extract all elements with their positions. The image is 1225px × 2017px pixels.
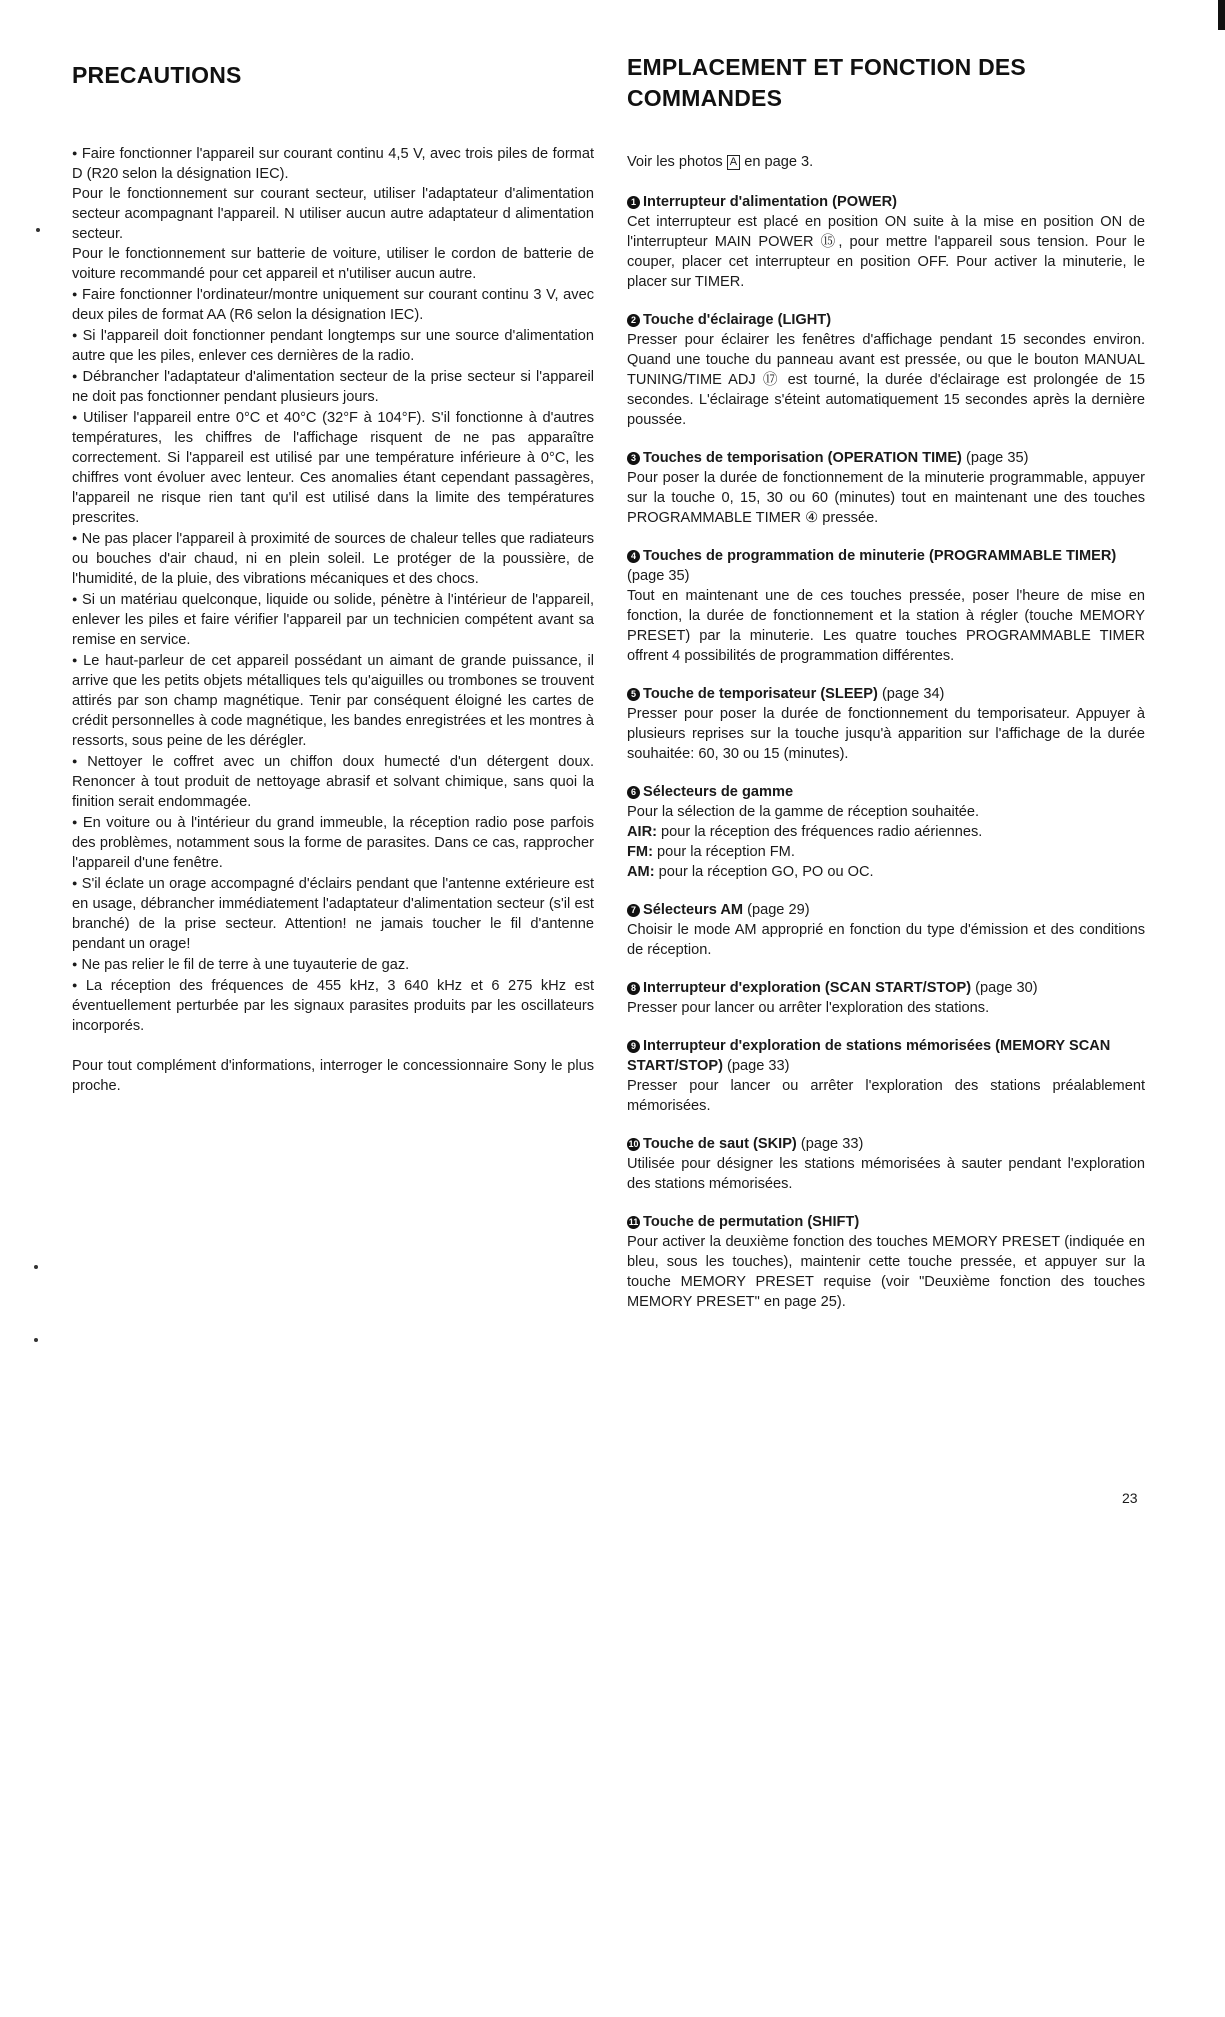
control-title-text: Touche de saut (SKIP)	[643, 1136, 797, 1152]
precautions-list	[72, 143, 594, 1036]
control-title	[627, 448, 1145, 468]
control-description: Choisir le mode AM approprié en fonction du type d'émission et des conditions de réception.	[627, 922, 1145, 958]
scan-edge-mark	[1218, 0, 1225, 30]
control-description: Tout en maintenant une de ces touches pressée, poser l'heure de mise en fonction, la durée de fonctionnement et la station à régler (touche MEMORY PRESET) par la minuterie. Les quatre touches PROGRAMMABLE TIMER offrent 4 possibilités de programmation différentes.	[627, 588, 1145, 664]
control-description: Pour poser la durée de fonctionnement de la minuterie programmable, appuyer sur la touche 0, 15, 30 ou 60 (minutes) tout en maintenant une des touches PROGRAMMABLE TIMER ④ pressée.	[627, 470, 1145, 526]
control-title-text: Touche de permutation (SHIFT)	[643, 1214, 860, 1230]
control-number-badge: 9	[627, 1040, 640, 1053]
control-number-badge: 8	[627, 982, 640, 995]
control-page-ref: (page 33)	[722, 1058, 790, 1074]
control-page-ref: (page 34)	[877, 686, 945, 702]
precaution-item: ● La réception des fréquences de 455 kHz, 3 640 kHz et 6 275 kHz est éventuellement perturbée par les signaux parasites produits par les oscillateurs incorporés.	[72, 975, 594, 1036]
control-description: Cet interrupteur est placé en position ON suite à la mise en position ON de l'interrupteur MAIN POWER ⑮, pour mettre l'appareil sous tension. Pour le couper, placer cet interrupteur en position OFF. Pour activer la minuterie, le placer sur TIMER.	[627, 214, 1145, 290]
control-number-badge: 11	[628, 1217, 639, 1227]
control-number-badge: 7	[627, 904, 640, 917]
precaution-item: Pour le fonctionnement sur courant secteur, utiliser l'adaptateur d'alimentation secteur acompagnant l'appareil. N utiliser aucun autre adaptateur d alimentation secteur.	[72, 186, 594, 242]
control-number-badge: 4	[627, 550, 640, 563]
control-title	[627, 1212, 1145, 1232]
precautions-heading: PRECAUTIONS	[72, 62, 242, 88]
control-title	[627, 684, 1145, 704]
band-text: pour la réception GO, PO ou OC.	[654, 864, 874, 880]
control-title-text: Touches de programmation de minuterie (PROGRAMMABLE TIMER)	[643, 548, 1117, 564]
control-description: Presser pour poser la durée de fonctionnement du temporisateur. Appuyer à plusieurs reprises sur la touche jusqu'à apparition sur l'affichage de la durée souhaitée: 60, 30 ou 15 (minutes).	[627, 706, 1145, 762]
band-label: AIR:	[627, 824, 657, 840]
control-number-badge: 2	[627, 314, 640, 327]
closing-paragraph: Pour tout complément d'informations, interroger le concessionnaire Sony le plus proche.	[72, 1058, 594, 1094]
band-line	[627, 842, 1145, 862]
control-title-text: Touche de temporisateur (SLEEP)	[643, 686, 878, 702]
control-section	[627, 546, 1145, 666]
control-title	[627, 1036, 1145, 1076]
band-label: AM:	[627, 864, 655, 880]
scan-speck	[36, 228, 40, 232]
control-number-badge: 10	[628, 1139, 639, 1149]
precaution-item: ● Le haut-parleur de cet appareil possédant un aimant de grande puissance, il arrive que les petits objets métalliques tels qu'aiguilles ou trombones se trouvent attirés par son champ magnétique. Tenir par conséquent éloigné les cartes de crédit personnelles à code magnétique, les bandes enregistrées et les montres à ressorts, sous peine de les dérégler.	[72, 650, 594, 751]
control-number-badge: 1	[627, 196, 640, 209]
scan-speck	[34, 1265, 38, 1269]
precaution-item: Pour le fonctionnement sur batterie de voiture, utiliser le cordon de batterie de voiture recommandé pour cet appareil et n'utiliser aucun autre.	[72, 246, 594, 282]
controls-heading: EMPLACEMENT ET FONCTION DES COMMANDES	[627, 54, 1026, 111]
control-section	[627, 1212, 1145, 1312]
precaution-item: ● En voiture ou à l'intérieur du grand immeuble, la réception radio pose parfois des problèmes, notamment sous la forme de parasites. Dans ce cas, rapprocher l'appareil d'une fenêtre.	[72, 812, 594, 873]
precaution-item: ● Utiliser l'appareil entre 0°C et 40°C (32°F à 104°F). S'il fonctionne à d'autres températures, les chiffres de l'affichage risquent de ne pas apparaître correctement. Si l'appareil est utilisé par une température inférieure à 0°C, les chiffres vont évoluer avec lenteur. Ces anomalies étant cependant passagères, l'appareil ne risque rien tant qu'il est utilisé dans la limite des températures prescrites.	[72, 407, 594, 528]
precaution-item: ● S'il éclate un orage accompagné d'éclairs pendant que l'antenne extérieure est en usage, débrancher immédiatement l'adaptateur d'alimentation secteur (s'il est branché) de la prise secteur. Attention! ne jamais toucher le fil d'antenne pendant un orage!	[72, 873, 594, 954]
photo-reference: Voir les photos A en page 3.	[627, 154, 814, 170]
control-title	[627, 782, 1145, 802]
control-page-ref: (page 33)	[796, 1136, 864, 1152]
control-page-ref: (page 35)	[627, 568, 690, 584]
control-title	[627, 192, 1145, 212]
control-title	[627, 310, 1145, 330]
control-section	[627, 448, 1145, 528]
precaution-item: ● Ne pas placer l'appareil à proximité de sources de chaleur telles que radiateurs ou bouches d'air chaud, ni en plein soleil. Le protéger de la poussière, de l'humidité, de la pluie, des vibrations mécaniques et des chocs.	[72, 528, 594, 589]
controls-column	[627, 52, 1145, 1330]
controls-sections	[627, 192, 1145, 1312]
scan-speck	[34, 1338, 38, 1342]
control-title-text: Interrupteur d'exploration de stations mémorisées (MEMORY SCAN START/STOP)	[627, 1038, 1111, 1074]
control-section	[627, 684, 1145, 764]
precaution-item: ● Nettoyer le coffret avec un chiffon doux humecté d'un détergent doux. Renoncer à tout produit de nettoyage abrasif et solvant chimique, sans quoi la finition serait endommagée.	[72, 751, 594, 812]
control-page-ref: (page 35)	[961, 450, 1029, 466]
precaution-item: ● Débrancher l'adaptateur d'alimentation secteur de la prise secteur si l'appareil ne doit pas fonctionner pendant plusieurs jours.	[72, 366, 594, 407]
control-section	[627, 310, 1145, 430]
control-description: Pour la sélection de la gamme de réception souhaitée.	[627, 804, 980, 820]
control-title-text: Touches de temporisation (OPERATION TIME)	[643, 450, 962, 466]
precaution-item: ● Faire fonctionner l'ordinateur/montre uniquement sur courant continu 3 V, avec deux piles de format AA (R6 selon la désignation IEC).	[72, 284, 594, 325]
control-title-text: Interrupteur d'exploration (SCAN START/STOP)	[643, 980, 972, 996]
control-title-text: Interrupteur d'alimentation (POWER)	[643, 194, 898, 210]
control-section	[627, 978, 1145, 1018]
control-title	[627, 546, 1145, 586]
precaution-item: ● Si l'appareil doit fonctionner pendant longtemps sur une source d'alimentation autre que les piles, enlever ces dernières de la radio.	[72, 325, 594, 366]
control-title-text: Touche d'éclairage (LIGHT)	[643, 312, 832, 328]
precautions-column	[72, 52, 594, 1096]
precaution-item: ● Si un matériau quelconque, liquide ou solide, pénètre à l'intérieur de l'appareil, enlever les piles et faire vérifier l'appareil par un technicien compétent avant sa remise en service.	[72, 589, 594, 650]
control-number-badge: 5	[627, 688, 640, 701]
control-title	[627, 900, 1145, 920]
precaution-item: ● Faire fonctionner l'appareil sur courant continu 4,5 V, avec trois piles de format D (R20 selon la désignation IEC).	[72, 143, 594, 184]
control-section	[627, 192, 1145, 292]
control-section	[627, 900, 1145, 960]
control-title	[627, 1134, 1145, 1154]
control-description: Utilisée pour désigner les stations mémorisées à sauter pendant l'exploration des stations mémorisées.	[627, 1156, 1145, 1192]
precaution-item: ● Ne pas relier le fil de terre à une tuyauterie de gaz.	[72, 954, 594, 975]
photo-a-box: A	[727, 155, 740, 170]
control-description: Presser pour lancer ou arrêter l'exploration des stations.	[627, 1000, 990, 1016]
control-description: Presser pour éclairer les fenêtres d'affichage pendant 15 secondes environ. Quand une touche du panneau avant est pressée, ou que le bouton MANUAL TUNING/TIME ADJ ⑰ est tourné, la durée d'éclairage est prolongée de 15 secondes. L'éclairage s'éteint automatiquement 15 secondes après la dernière poussée.	[627, 332, 1145, 428]
control-section	[627, 1036, 1145, 1116]
control-section	[627, 1134, 1145, 1194]
control-description: Pour activer la deuxième fonction des touches MEMORY PRESET (indiquée en bleu, sous les touches), maintenir cette touche pressée, et appuyer sur la touche MEMORY PRESET requise (voir "Deuxième fonction des touches MEMORY PRESET" en page 25).	[627, 1234, 1145, 1310]
band-line	[627, 862, 1145, 882]
control-number-badge: 3	[627, 452, 640, 465]
control-page-ref: (page 29)	[743, 902, 810, 918]
control-number-badge: 6	[627, 786, 640, 799]
control-description: Presser pour lancer ou arrêter l'exploration des stations préalablement mémorisées.	[627, 1078, 1145, 1114]
control-title	[627, 978, 1145, 998]
band-label: FM:	[627, 844, 653, 860]
band-text: pour la réception FM.	[652, 844, 795, 860]
band-text: pour la réception des fréquences radio aériennes.	[657, 824, 983, 840]
control-section	[627, 782, 1145, 882]
band-line	[627, 822, 1145, 842]
control-title-text: Sélecteurs AM	[643, 902, 744, 918]
control-page-ref: (page 30)	[971, 980, 1038, 996]
page-number: 23	[1122, 1490, 1138, 1506]
control-title-text: Sélecteurs de gamme	[643, 784, 794, 800]
